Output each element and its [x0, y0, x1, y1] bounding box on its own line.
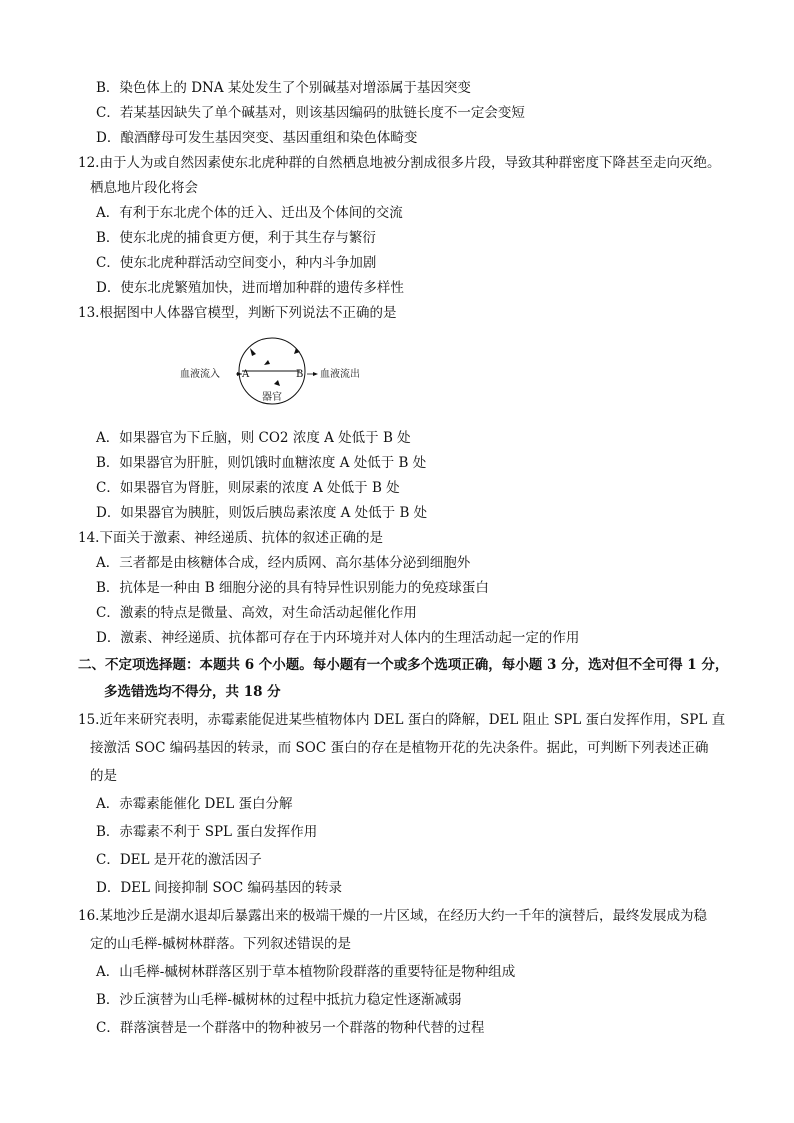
q11-option-b: B．染色体上的 DNA 某处发生了个别碱基对增添属于基因突变 [96, 80, 471, 96]
q14-option-c: C．激素的特点是微量、高效，对生命活动起催化作用 [96, 605, 417, 621]
section-2-heading-line1: 二、不定项选择题：本题共 6 个小题。每小题有一个或多个选项正确，每小题 3 分，选对但不全可得 1 分， [78, 657, 729, 673]
q13-option-a: A．如果器官为下丘脑，则 CO2 浓度 A 处低于 B 处 [96, 430, 411, 446]
q15-stem-line1: 15.近年来研究表明，赤霉素能促进某些植物体内 DEL 蛋白的降解，DEL 阻止 SPL 蛋白发挥作用，SPL 直 [78, 712, 726, 728]
exchange-arrow-icon [250, 348, 256, 356]
q15-stem-line2: 接激活 SOC 编码基因的转录，而 SOC 蛋白的存在是植物开花的先决条件。据此，可判断下列表述正确 [90, 740, 709, 756]
organ-diagram [178, 336, 378, 410]
q12-option-a: A．有利于东北虎个体的迁入、迁出及个体间的交流 [96, 205, 403, 221]
q13-option-b: B．如果器官为肝脏，则饥饿时血糖浓度 A 处低于 B 处 [96, 455, 427, 471]
q15-option-c: C．DEL 是开花的激活因子 [96, 852, 262, 868]
diagram-inflow-label: 血液流入 [180, 369, 220, 380]
exchange-arrow-icon [264, 360, 270, 365]
diagram-outflow-label: 血液流出 [320, 369, 360, 380]
q11-option-c: C．若某基因缺失了单个碱基对，则该基因编码的肽链长度不一定会变短 [96, 105, 525, 121]
q14-stem: 14.下面关于激素、神经递质、抗体的叙述正确的是 [78, 530, 383, 546]
q13-option-c: C．如果器官为肾脏，则尿素的浓度 A 处低于 B 处 [96, 480, 400, 496]
q11-option-d: D．酿酒酵母可发生基因突变、基因重组和染色体畸变 [96, 130, 418, 146]
exchange-arrow-icon [274, 380, 280, 386]
diagram-organ-label: 器官 [262, 392, 282, 403]
diagram-point-a: A [242, 369, 250, 380]
q14-option-d: D．激素、神经递质、抗体都可存在于内环境并对人体内的生理活动起一定的作用 [96, 630, 580, 646]
q14-option-a: A．三者都是由核糖体合成，经内质网、高尔基体分泌到细胞外 [96, 555, 471, 571]
q15-option-d: D．DEL 间接抑制 SOC 编码基因的转录 [96, 880, 342, 896]
q12-option-c: C．使东北虎种群活动空间变小，种内斗争加剧 [96, 255, 377, 271]
q16-stem-line1: 16.某地沙丘是湖水退却后暴露出来的极端干燥的一片区域，在经历大约一千年的演替后，最终发展成为稳 [78, 908, 707, 924]
q12-stem-line2: 栖息地片段化将会 [90, 180, 198, 196]
q12-option-d: D．使东北虎繁殖加快，进而增加种群的遗传多样性 [96, 280, 404, 296]
section-2-heading-line2: 多选错选均不得分，共 18 分 [104, 684, 281, 700]
q15-option-a: A．赤霉素能催化 DEL 蛋白分解 [96, 796, 293, 812]
q16-stem-line2: 定的山毛榉-槭树林群落。下列叙述错误的是 [90, 936, 352, 952]
q12-option-b: B．使东北虎的捕食更方便，利于其生存与繁衍 [96, 230, 376, 246]
diagram-point-b: B [296, 369, 304, 380]
q15-stem-line3: 的是 [90, 768, 117, 784]
q15-option-b: B．赤霉素不利于 SPL 蛋白发挥作用 [96, 824, 318, 840]
q12-stem-line1: 12.由于人为或自然因素使东北虎种群的自然栖息地被分割成很多片段，导致其种群密度下降甚至走向灭绝。 [78, 155, 721, 171]
q14-option-b: B．抗体是一种由 B 细胞分泌的具有特异性识别能力的免疫球蛋白 [96, 580, 489, 596]
q16-option-b: B．沙丘演替为山毛榉-槭树林的过程中抵抗力稳定性逐渐减弱 [96, 992, 462, 1008]
q13-stem: 13.根据图中人体器官模型，判断下列说法不正确的是 [78, 305, 397, 321]
q16-option-a: A．山毛榉-槭树林群落区别于草本植物阶段群落的重要特征是物种组成 [96, 964, 516, 980]
q16-option-c: C．群落演替是一个群落中的物种被另一个群落的物种代替的过程 [96, 1020, 485, 1036]
q13-option-d: D．如果器官为胰脏，则饭后胰岛素浓度 A 处低于 B 处 [96, 505, 428, 521]
